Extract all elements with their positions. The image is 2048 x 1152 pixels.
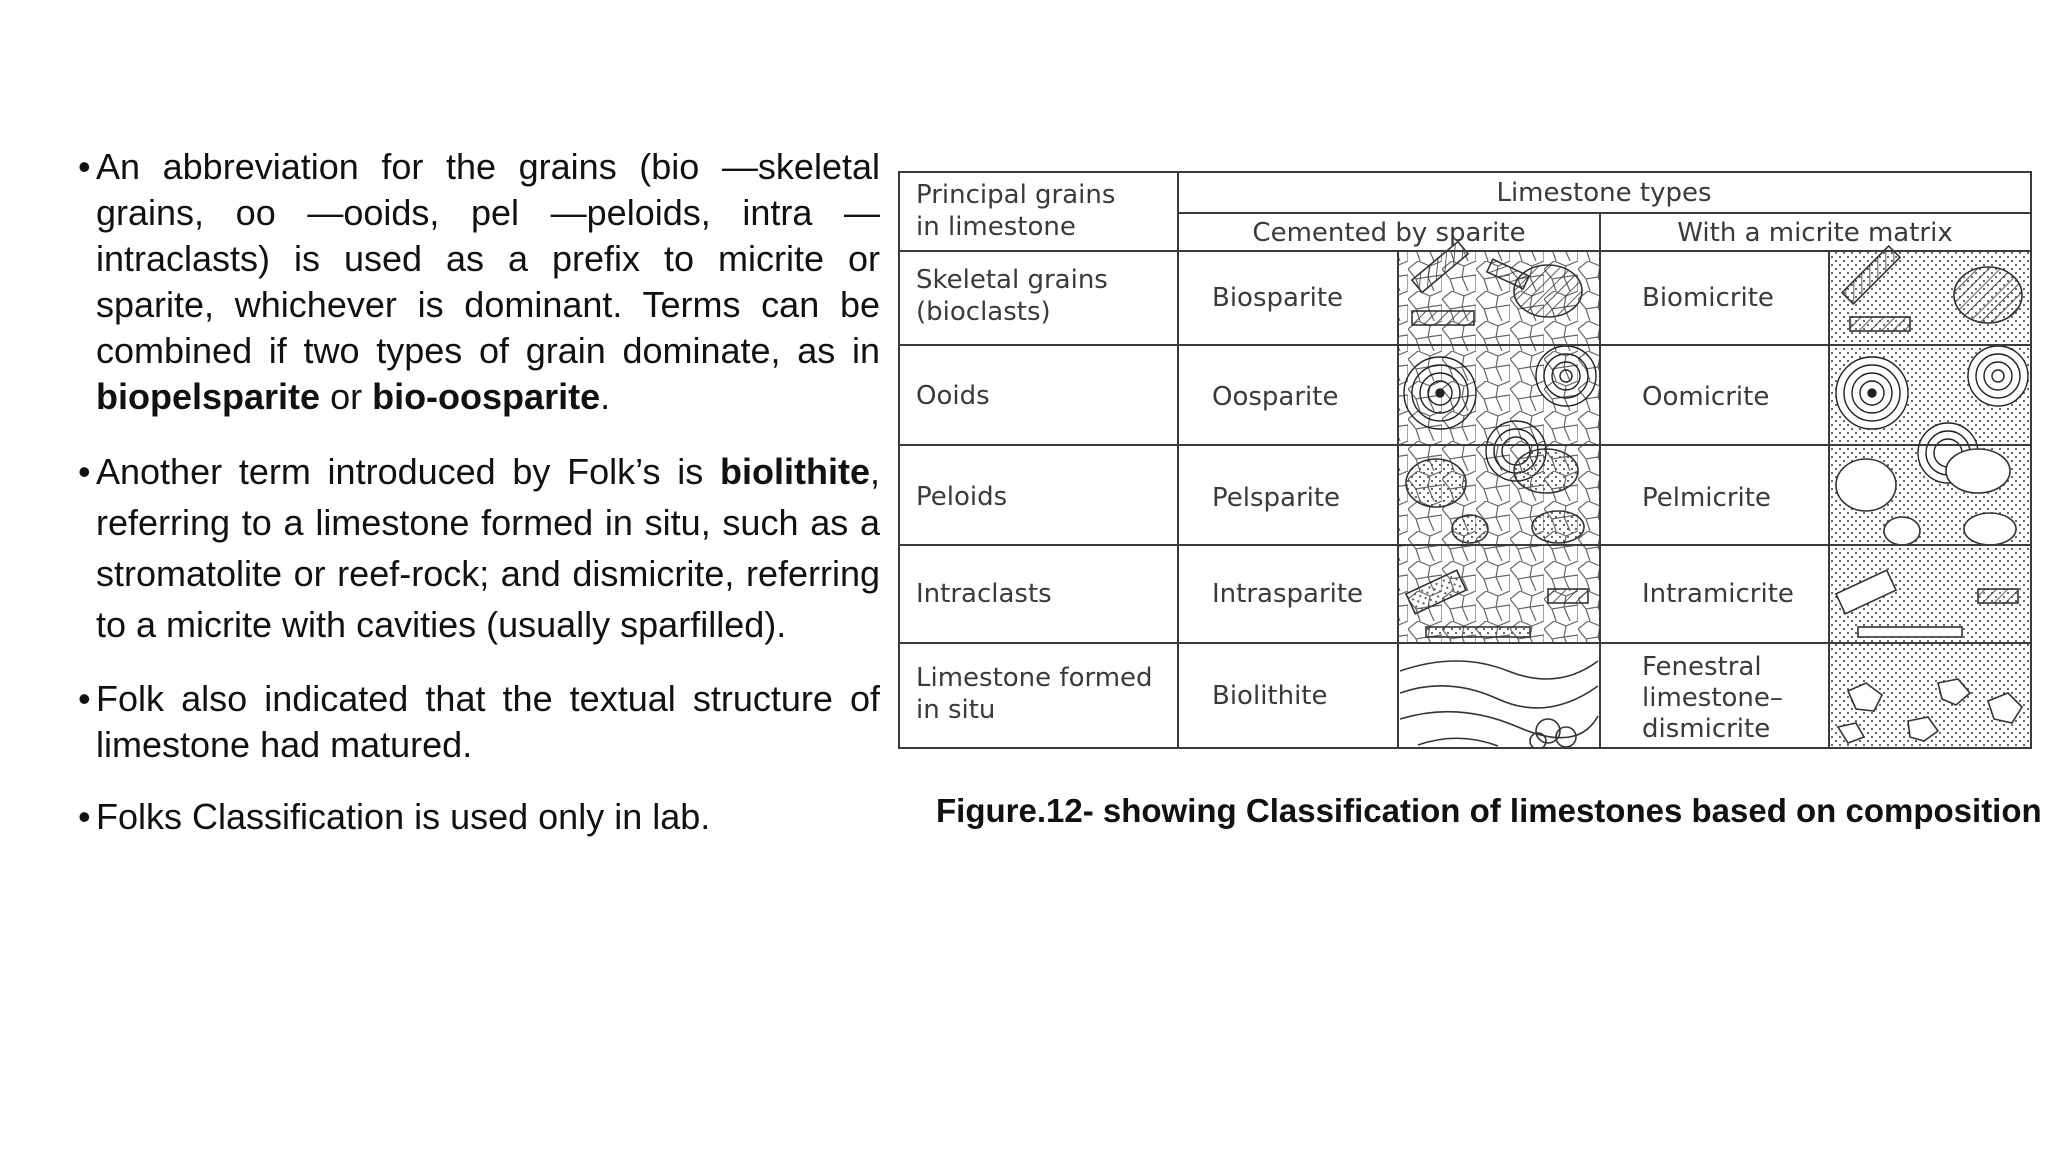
bullet-dot: • [78, 451, 91, 492]
biolithite-drawing [1400, 661, 1598, 749]
bullet-dot: • [78, 146, 91, 187]
header-principal-grains: Principal grains [916, 180, 1116, 210]
cell-biomicrite: Biomicrite [1642, 283, 1774, 313]
classification-figure [898, 171, 2032, 749]
term-biopelsparite: biopelsparite [96, 376, 321, 417]
bullet-text: An abbreviation for the grains (bio —skeletal grains, oo —ooids, pel —peloids, intra — intraclasts) is used as a prefix to micrite or sparite, whichever is dominant. Terms can be combined if two types of grain dominate, as in [96, 146, 880, 371]
classification-table [898, 171, 2032, 749]
cell-biosparite: Biosparite [1212, 283, 1344, 313]
term-bio-oosparite: bio-oosparite [372, 376, 601, 417]
term-biolithite: biolithite [720, 451, 870, 492]
bullet-abbreviation [78, 144, 880, 420]
bullet-textural-maturity [78, 676, 880, 768]
bullet-text: Another term introduced by Folk’s is [96, 451, 720, 492]
cell-oomicrite: Oomicrite [1642, 382, 1770, 412]
cell-pelmicrite: Pelmicrite [1642, 483, 1771, 513]
row-grain-intraclasts: Intraclasts [916, 579, 1052, 609]
row-grain-in-situ: in situ [916, 695, 996, 725]
row-grain-ooids: Ooids [916, 381, 990, 411]
bullet-text: Folks Classification is used only in lab. [96, 796, 711, 837]
bullet-text: Folk also indicated that the textual structure of limestone had matured. [96, 678, 880, 765]
header-micrite-matrix: With a micrite matrix [1677, 218, 1953, 248]
row-grain-skeletal: Skeletal grains [916, 265, 1108, 295]
row-grain-limestone-formed: Limestone formed [916, 663, 1153, 693]
cell-fenestral: Fenestral [1642, 652, 1762, 682]
header-in-limestone: in limestone [916, 212, 1076, 242]
cell-pelsparite: Pelsparite [1212, 483, 1341, 513]
row-grain-peloids: Peloids [916, 482, 1008, 512]
cell-intrasparite: Intrasparite [1212, 579, 1364, 609]
cell-limestone-dash: limestone– [1642, 683, 1783, 713]
cell-intramicrite: Intramicrite [1642, 579, 1794, 609]
bullet-dot: • [78, 796, 91, 837]
bullet-text-end: , referring to a limestone formed in situ, such as a stromatolite or reef-rock; and dismicrite, referring to a micrite with cavities (usually sparfilled). [96, 451, 880, 645]
header-cemented-by-sparite: Cemented by sparite [1252, 218, 1526, 248]
bullet-text-mid: or [320, 376, 373, 417]
bullet-dot: • [78, 678, 91, 719]
figure-caption: Figure.12- showing Classification of limestones based on composition [936, 792, 2042, 829]
header-limestone-types: Limestone types [1496, 178, 1712, 208]
cell-dismicrite: dismicrite [1642, 714, 1771, 744]
bullet-biolithite [78, 446, 880, 650]
cell-biolithite: Biolithite [1212, 681, 1328, 711]
bullet-lab-use [78, 794, 880, 840]
cell-oosparite: Oosparite [1212, 382, 1339, 412]
bullet-text-end: . [600, 376, 611, 417]
bullet-list [78, 144, 880, 840]
row-grain-bioclasts: (bioclasts) [916, 297, 1051, 327]
